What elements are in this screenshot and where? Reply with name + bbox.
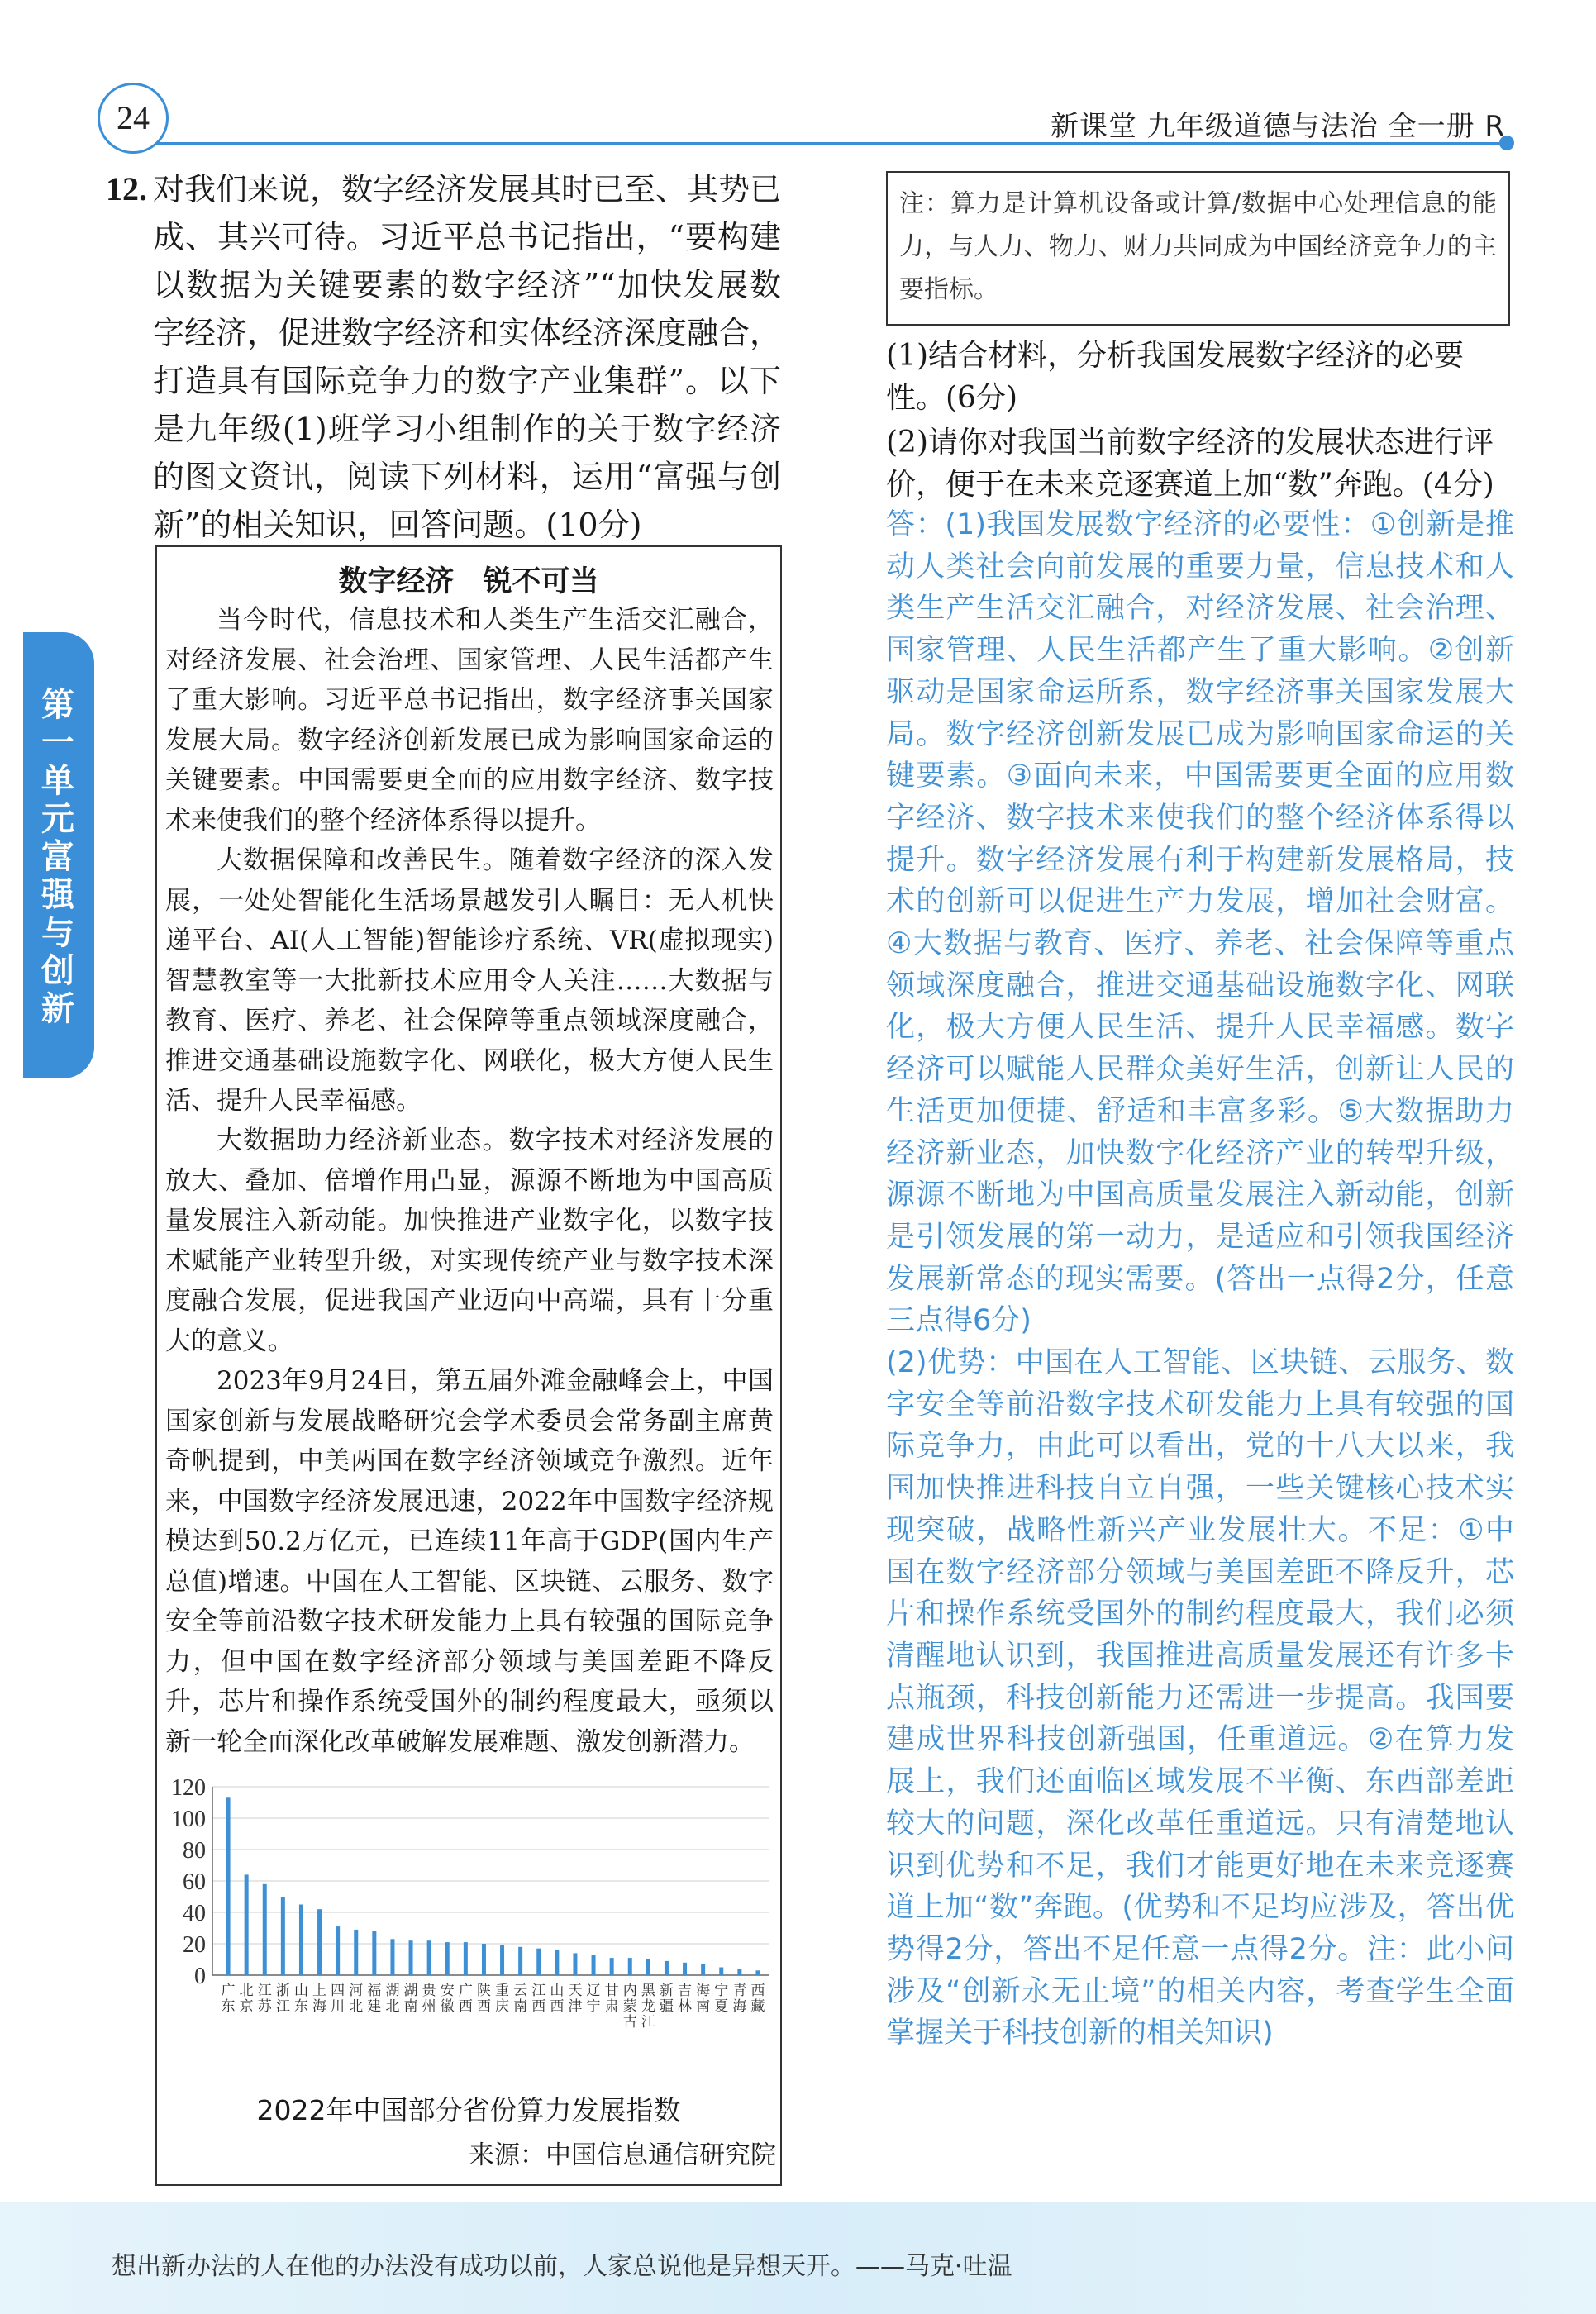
chart-x-tick-label: 上海 [312, 1983, 327, 2015]
footer-quote: 想出新办法的人在他的办法没有成功以前，人家总说他是异想天开。——马克·吐温 [112, 2252, 1012, 2281]
chart-x-tick-label: 浙江 [275, 1983, 290, 2015]
page-number: 24 [98, 83, 169, 154]
chart-x-tick-label: 吉林 [678, 1983, 693, 2015]
chart-bar [317, 1909, 322, 1975]
chart-bar [263, 1884, 267, 1975]
question-stem: 对我们来说，数字经济发展其时已至、其势已成、其兴可待。习近平总书记指出，“要构建以数据为关键要素的数字经济”“加快发展数字经济，促进数字经济和实体经济深度融合，打造具有国际竞争力的数字产业集群”。以下是九年级(1)班学习小组制作的关于数字经济的图文资讯，阅读下列材料，运用“富强与创新”的相关知识，回答问题。(10分) [153, 171, 782, 543]
chart-y-tick-label: 120 [171, 1777, 206, 1801]
chart-x-tick-label: 四川 [331, 1983, 345, 2015]
chart-y-tick-label: 40 [183, 1901, 206, 1926]
chart-bar [610, 1958, 614, 1975]
chart-bar [482, 1944, 486, 1975]
chart-bar [628, 1958, 632, 1975]
chart-bar [409, 1940, 413, 1975]
question-number: 12. [106, 170, 147, 207]
sub-question-2: (2)请你对我国当前数字经济的发展状态进行评价，便于在未来竞逐赛道上加“数”奔跑。(4分) [886, 426, 1494, 502]
material-paragraph: 2023年9月24日，第五届外滩金融峰会上，中国国家创新与发展战略研究会学术委员会常务副主席黄奇帆提到，中美两国在数字经济领域竞争激烈。近年来，中国数字经济发展迅速，2022年中国数字经济规模达到50.2万亿元，已连续11年高于GDP(国内生产总值)增速。中国在人工智能、区块链、云服务、数字安全等前沿数字技术研发能力上具有较强的国际竞争力，但中国在数字经济部分领域与美国差距不降反升，芯片和操作系统受国外的制约程度最大，亟须以新一轮全面深化改革破解发展难题、激发创新潜力。 [165, 1366, 774, 1757]
chart-y-tick-label: 100 [171, 1807, 206, 1832]
chart-x-tick-label: 广东 [221, 1983, 236, 2015]
chart-bar [226, 1797, 231, 1975]
chart-x-tick-label: 新疆 [659, 1983, 674, 2015]
chart-x-tick-label: 辽宁 [586, 1983, 601, 2015]
answer-text: 答：(1)我国发展数字经济的必要性：①创新是推动人类社会向前发展的重要力量，信息技术和人类生产生活交汇融合，对经济发展、社会治理、国家管理、人民生活都产生了重大影响。②创新驱动是国家命运所系，数字经济事关国家发展大局。数字经济创新发展已成为影响国家命运的关键要素。③面向未来，中国需要更全面的应用数字经济、数字技术来使我们的整个经济体系得以提升。数字经济发展有利于构建新发展格局，技术的创新可以促进生产力发展，增加社会财富。④大数据与教育、医疗、养老、社会保障等重点领域深度融合，推进交通基础设施数字化、网联化，极大方便人民生活、提升人民幸福感。数字经济可以赋能人民群众美好生活，创新让人民的生活更加便捷、舒适和丰富多彩。⑤大数据助力经济新业态，加快数字化经济产业的转型升级，源源不断地为中国高质量发展注入新动能，创新是引领发展的第一动力，是适应和引领我国经济发展新常态的现实需要。(答出一点得2分，任意三点得6分) (2)优势：中国在人工智能、区块链、云服务、数字安全等前沿数字技术研发能力上具有较强的国际竞争力，由此可以看出，党的十八大以来，我国加快推进科技自立自强，一些关键核心技术实现突破，战略性新兴产业发展壮大。不足：①中国在数字经济部分领域与美国差距不降反升，芯片和操作系统受国外的制约程度最大，我们必须清醒地认识到，我国推进高质量发展还有许多卡点瓶颈，科技创新能力还需进一步提高。我国要建成世界科技创新强国，任重道远。②在算力发展上，我们还面临区域发展不平衡、东西部差距较大的问题，深化改革任重道远。只有清楚地认识到优势和不足，我们才能更好地在未来竞逐赛道上加“数”奔跑。(优势和不足均应涉及，答出优势得2分，答出不足任意一点得2分。注：此小问涉及“创新永无止境”的相关内容，考查学生全面掌握关于科技创新的相关知识) [886, 508, 1514, 2050]
chart-x-tick-label: 西藏 [750, 1983, 765, 2015]
chart-bar [372, 1931, 376, 1975]
chart-bar [354, 1930, 358, 1975]
chart-x-tick-label: 山西 [550, 1983, 565, 2015]
chart-bar [683, 1963, 687, 1975]
chart-bar [665, 1961, 669, 1975]
chart-bar [573, 1953, 577, 1975]
chart-x-tick-label: 云南 [513, 1983, 528, 2015]
chart-bar [737, 1969, 741, 1975]
chart-source: 来源：中国信息通信研究院 [469, 2140, 776, 2170]
chart-bar [336, 1926, 340, 1975]
material-paragraph: 大数据助力经济新业态。数字技术对经济发展的放大、叠加、倍增作用凸显，源源不断地为中国高质量发展注入新动能。加快推进产业数字化，以数字技术赋能产业转型升级，对实现传统产业与数字技术深度融合发展，促进我国产业迈向中高端，具有十分重大的意义。 [165, 1126, 774, 1356]
chart-bar [390, 1939, 394, 1975]
chart-x-tick-label: 山东 [293, 1983, 308, 2015]
chart-x-tick-label: 宁夏 [714, 1983, 729, 2015]
chart-bar [299, 1905, 303, 1976]
chart-x-tick-label: 江苏 [257, 1983, 272, 2015]
chart-x-tick-label: 江西 [531, 1983, 546, 2015]
material-title: 数字经济 锐不可当 [338, 565, 599, 598]
chart-x-tick-label: 河北 [349, 1983, 364, 2015]
chart-x-tick-label: 安徽 [440, 1983, 455, 2015]
chart-x-tick-label: 黑龙江 [641, 1983, 655, 2031]
chart-x-tick-label: 福建 [367, 1983, 382, 2015]
chart-bar [536, 1949, 541, 1975]
chart-caption: 2022年中国部分省份算力发展指数 [256, 2094, 681, 2126]
chart-y-tick-label: 0 [194, 1964, 206, 1989]
chart-x-tick-label: 重庆 [495, 1983, 510, 2015]
chart-bar [719, 1968, 723, 1976]
note-box: 注：算力是计算机设备或计算/数据中心处理信息的能力，与人力、物力、财力共同成为中国经济竞争力的主要指标。 [886, 171, 1510, 326]
chart-bar [427, 1940, 431, 1975]
chart-x-tick-label: 湖北 [385, 1983, 400, 2015]
chart-bar [555, 1950, 559, 1975]
chart-bar [755, 1970, 760, 1975]
chart-bar [500, 1945, 504, 1975]
chart-x-tick-label: 广西 [458, 1983, 473, 2015]
chart-bar [281, 1897, 285, 1975]
chart-bar [445, 1942, 450, 1975]
chart-gridlines [212, 1787, 769, 1975]
book-title: 新课堂 九年级道德与法治 全一册 R [1050, 110, 1505, 143]
chart-x-tick-label: 北京 [239, 1983, 254, 2015]
chart-bar [592, 1955, 596, 1975]
unit-side-tab-label: 第一单元 富强与创新 [41, 686, 74, 1028]
chart-x-tick-label: 海南 [696, 1983, 711, 2015]
chart-bar [464, 1942, 468, 1975]
chart-x-tick-label: 内蒙古 [622, 1983, 637, 2031]
chart-x-tick-label: 青海 [732, 1983, 747, 2015]
chart-bar [646, 1959, 650, 1975]
computing-power-bar-chart [161, 1777, 773, 2084]
chart-x-tick-labels [222, 1982, 765, 2031]
chart-x-tick-label: 湖南 [403, 1983, 418, 2015]
chart-y-tick-label: 20 [183, 1932, 206, 1958]
chart-y-tick-label: 60 [183, 1869, 206, 1895]
chart-bar [518, 1947, 522, 1975]
chart-bar [701, 1964, 705, 1975]
material-paragraph: 当今时代，信息技术和人类生产生活交汇融合，对经济发展、社会治理、国家管理、人民生活都产生了重大影响。习近平总书记指出，数字经济事关国家发展大局。数字经济创新发展已成为影响国家命运的关键要素。中国需要更全面的应用数字经济、数字技术来使我们的整个经济体系得以提升。 [165, 605, 774, 836]
chart-bars [226, 1797, 760, 1975]
chart-y-tick-labels [171, 1777, 206, 1989]
chart-x-tick-label: 贵州 [422, 1983, 436, 2015]
chart-x-tick-label: 甘肃 [604, 1983, 619, 2015]
chart-x-tick-label: 陕西 [476, 1983, 491, 2015]
material-paragraph: 大数据保障和改善民生。随着数字经济的深入发展，一处处智能化生活场景越发引人瞩目：无人机快递平台、AI(人工智能)智能诊疗系统、VR(虚拟现实)智慧教室等一大批新技术应用令人关注……大数据与教育、医疗、养老、社会保障等重点领域深度融合，推进交通基础设施数字化、网联化，极大方便人民生活、提升人民幸福感。 [165, 845, 774, 1116]
sub-question-1: (1)结合材料，分析我国发展数字经济的必要性。(6分) [886, 339, 1464, 415]
chart-y-tick-label: 80 [183, 1838, 206, 1864]
chart-x-tick-label: 天津 [568, 1983, 583, 2015]
chart-bar [245, 1874, 249, 1975]
